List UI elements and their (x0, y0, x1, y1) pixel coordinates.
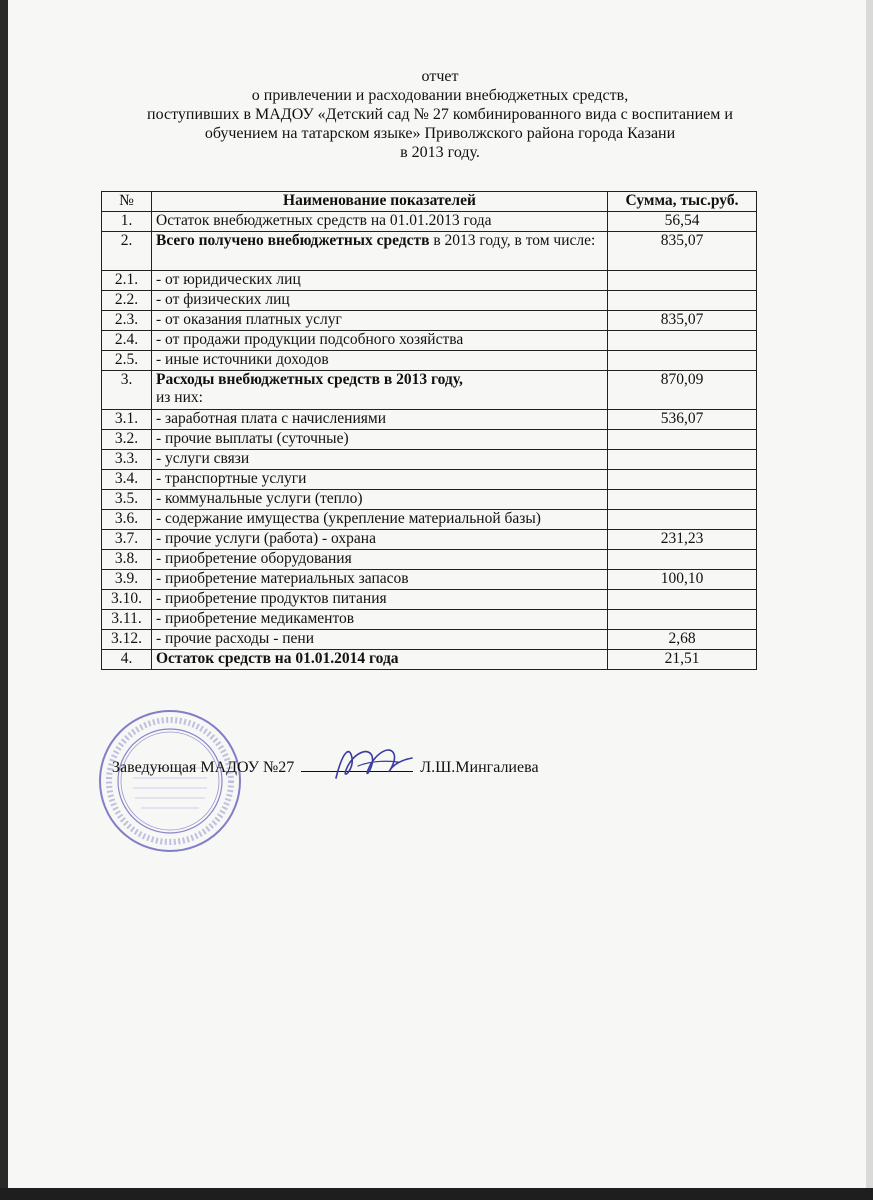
row-sum: 835,07 (608, 232, 757, 271)
row-name: - приобретение оборудования (152, 550, 608, 570)
table-row (102, 630, 757, 650)
row-num: 4. (102, 650, 152, 670)
row-name-bold: Всего получено внебюджетных средств (156, 232, 430, 249)
row-name-bold: Остаток средств на 01.01.2014 года (152, 650, 608, 670)
row-sum (608, 351, 757, 371)
row-name (152, 212, 608, 232)
table-row (102, 351, 757, 371)
row-num: 3.7. (102, 530, 152, 550)
title-line-1: отчет (421, 68, 459, 85)
signer-position: Заведующая МАДОУ №27 (112, 759, 295, 776)
row-sum: 21,51 (608, 650, 757, 670)
row-num: 3.11. (102, 610, 152, 630)
table-row (102, 232, 757, 271)
table-header-row (102, 192, 757, 212)
row-sum (608, 470, 757, 490)
title-line-2: о привлечении и расходовании внебюджетных средств, (251, 87, 629, 104)
table-row (102, 470, 757, 490)
row-name: - прочие расходы - пени (152, 630, 608, 650)
row-name: - приобретение продуктов питания (152, 590, 608, 610)
table-row (102, 490, 757, 510)
row-num: 3.5. (102, 490, 152, 510)
table-row (102, 610, 757, 630)
row-name (152, 232, 608, 271)
scan-edge-bottom (0, 1188, 873, 1200)
row-num: 3. (102, 371, 152, 410)
row-name (152, 371, 608, 410)
organization-stamp (95, 706, 245, 856)
title-line-4: обучением на татарском языке» Приволжского района города Казани (204, 125, 676, 142)
table-row (102, 271, 757, 291)
table-row (102, 410, 757, 430)
row-num: 3.8. (102, 550, 152, 570)
header-name: Наименование показателей (152, 192, 608, 212)
signer-name: Л.Ш.Мингалиева (420, 759, 539, 776)
row-sum: 56,54 (608, 212, 757, 232)
row-num: 3.2. (102, 430, 152, 450)
row-num: 2.3. (102, 311, 152, 331)
row-name-bold: Расходы внебюджетных средств в 2013 году, (156, 371, 463, 388)
row-sum (608, 610, 757, 630)
row-num: 2. (102, 232, 152, 271)
row-num: 2.5. (102, 351, 152, 371)
row-name: - приобретение материальных запасов (152, 570, 608, 590)
row-sum (608, 331, 757, 351)
row-sum (608, 550, 757, 570)
table-row (102, 530, 757, 550)
row-sum: 100,10 (608, 570, 757, 590)
row-name-text: в 2013 году, в том числе: (429, 232, 596, 249)
title-line-3: поступивших в МАДОУ «Детский сад № 27 комбинированного вида с воспитанием и (147, 106, 733, 123)
row-num: 1. (102, 212, 152, 232)
table-row (102, 650, 757, 670)
row-name: - от оказания платных услуг (152, 311, 608, 331)
row-sum: 231,23 (608, 530, 757, 550)
row-sum: 835,07 (608, 311, 757, 331)
row-name: - иные источники доходов (152, 351, 608, 371)
table-row (102, 510, 757, 530)
row-name-text: из них: (156, 389, 203, 406)
report-title (100, 67, 780, 162)
handwritten-signature (328, 740, 418, 785)
row-num: 3.10. (102, 590, 152, 610)
row-num: 3.9. (102, 570, 152, 590)
row-name: - коммунальные услуги (тепло) (152, 490, 608, 510)
row-sum (608, 510, 757, 530)
row-sum (608, 590, 757, 610)
table-row (102, 371, 757, 410)
row-num: 3.12. (102, 630, 152, 650)
row-num: 3.6. (102, 510, 152, 530)
title-line-5: в 2013 году. (400, 144, 480, 161)
row-num: 2.1. (102, 271, 152, 291)
row-name: - прочие выплаты (суточные) (152, 430, 608, 450)
report-table (101, 191, 757, 670)
row-name: - заработная плата с начислениями (152, 410, 608, 430)
row-name: - услуги связи (152, 450, 608, 470)
row-name: - приобретение медикаментов (152, 610, 608, 630)
table-row (102, 590, 757, 610)
row-name: - от юридических лиц (152, 271, 608, 291)
row-sum (608, 450, 757, 470)
table-row (102, 550, 757, 570)
header-sum: Сумма, тыс.руб. (608, 192, 757, 212)
row-num: 3.1. (102, 410, 152, 430)
scan-edge-left (0, 0, 8, 1200)
table-row (102, 450, 757, 470)
row-num: 2.4. (102, 331, 152, 351)
scan-edge-right (866, 0, 873, 1200)
row-name: - от продажи продукции подсобного хозяйства (152, 331, 608, 351)
table-row (102, 331, 757, 351)
table-row (102, 311, 757, 331)
row-name-text: Остаток внебюджетных средств на 01.01.2013 года (156, 212, 492, 229)
row-sum: 2,68 (608, 630, 757, 650)
row-sum (608, 430, 757, 450)
table-row (102, 291, 757, 311)
row-sum: 870,09 (608, 371, 757, 410)
row-num: 3.4. (102, 470, 152, 490)
table-row (102, 570, 757, 590)
row-name: - содержание имущества (укрепление материальной базы) (152, 510, 608, 530)
header-num: № (102, 192, 152, 212)
row-name: - прочие услуги (работа) - охрана (152, 530, 608, 550)
table-row (102, 430, 757, 450)
row-sum (608, 291, 757, 311)
row-num: 3.3. (102, 450, 152, 470)
row-sum (608, 271, 757, 291)
row-name: - транспортные услуги (152, 470, 608, 490)
row-name: - от физических лиц (152, 291, 608, 311)
row-num: 2.2. (102, 291, 152, 311)
row-sum (608, 490, 757, 510)
table-row (102, 212, 757, 232)
row-sum: 536,07 (608, 410, 757, 430)
